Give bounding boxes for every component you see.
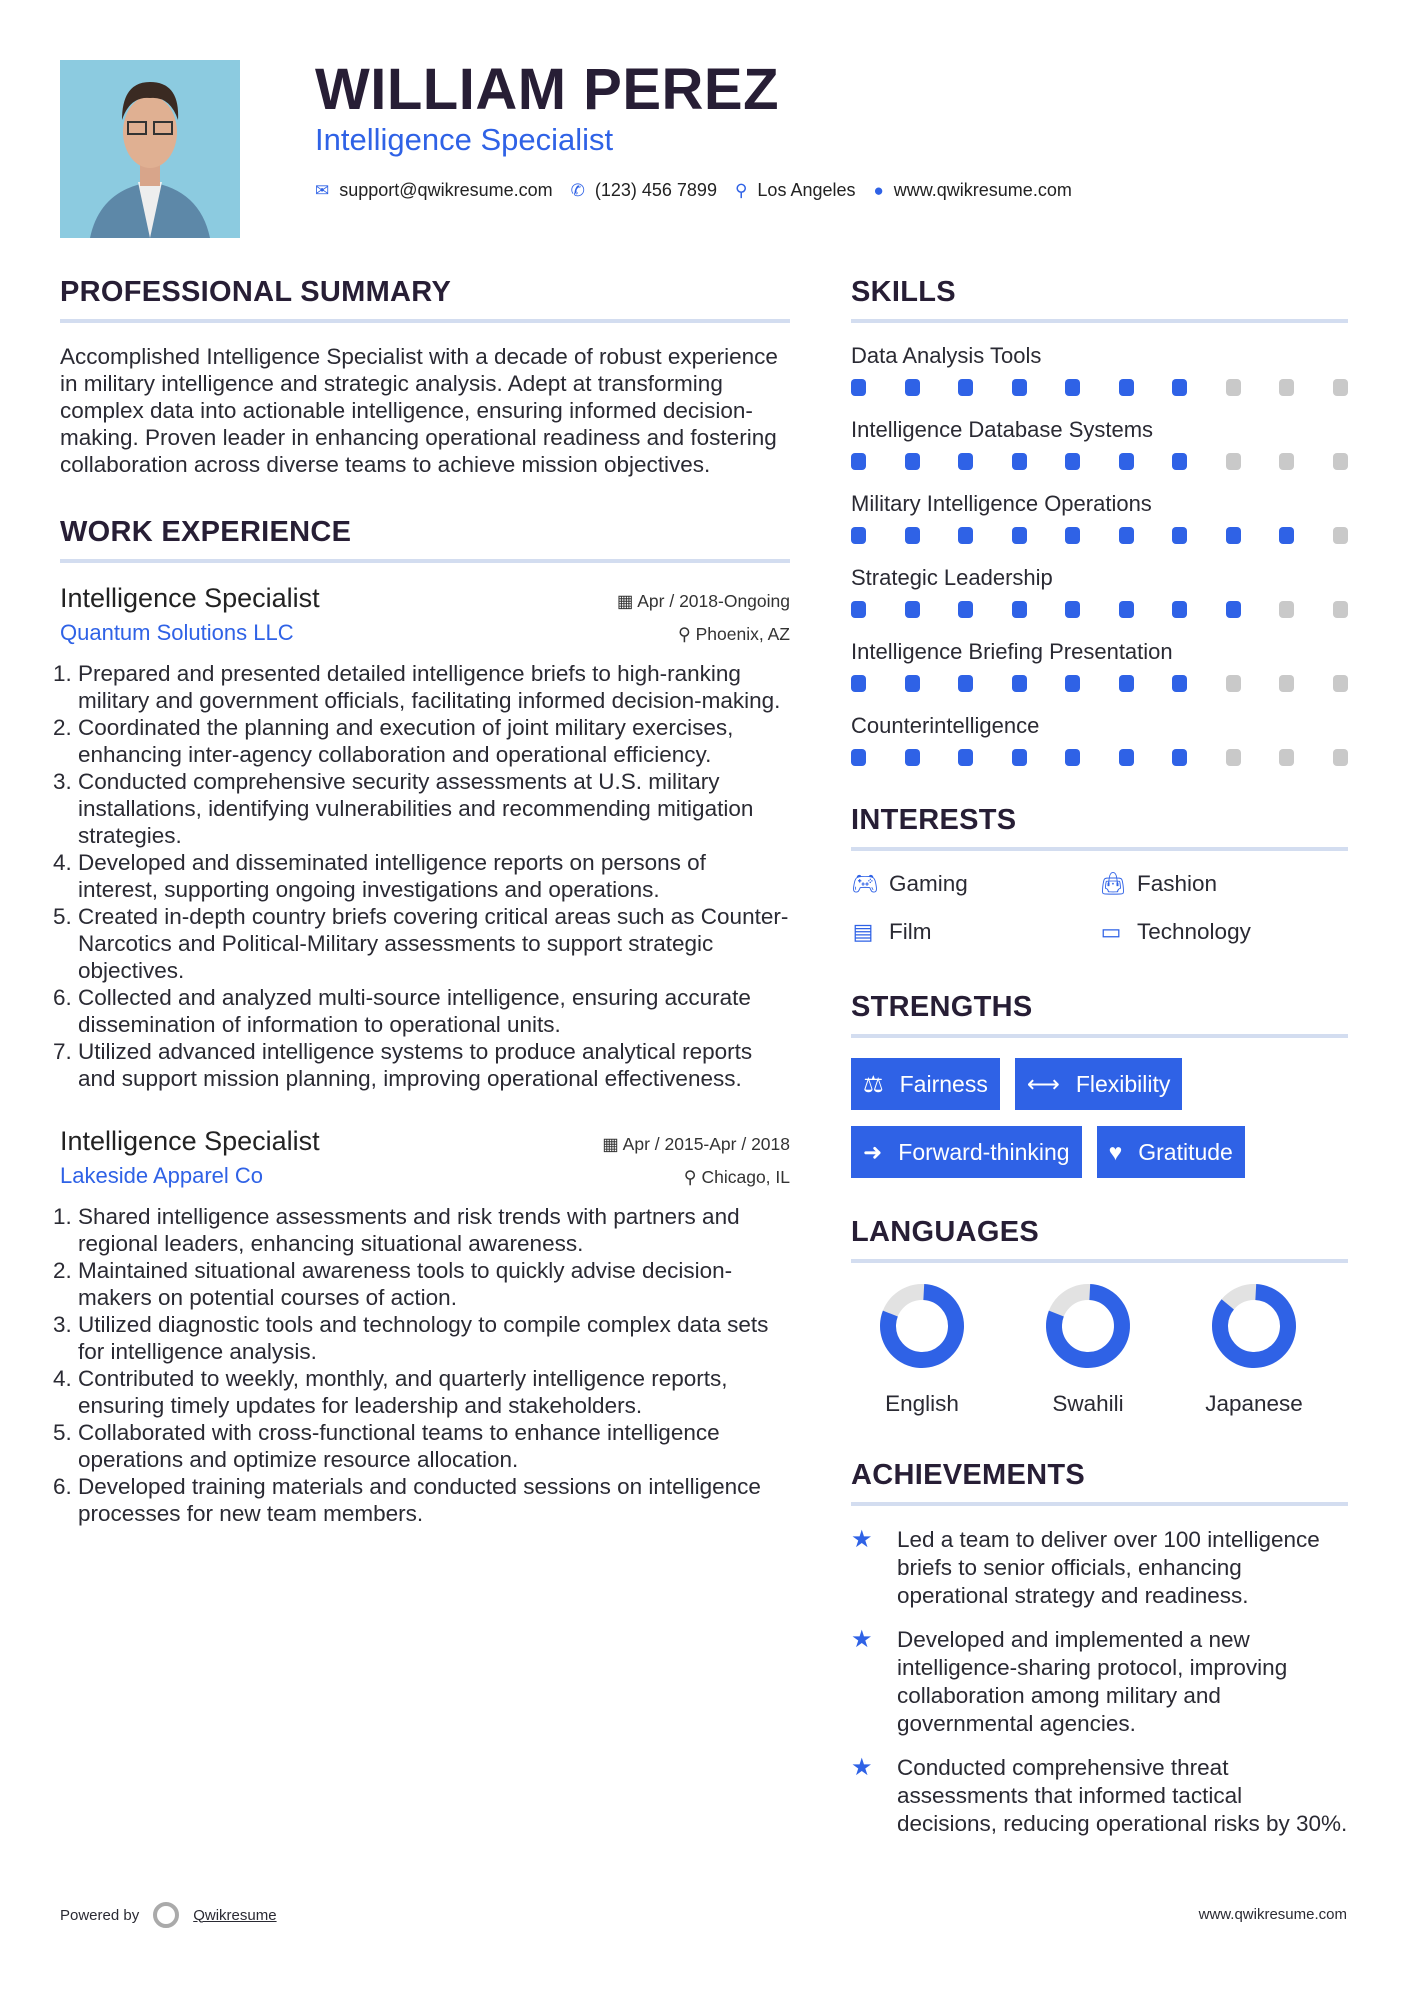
interests-heading: INTERESTS <box>851 804 1348 851</box>
rating-dot-filled <box>1119 453 1134 470</box>
candidate-name: WILLIAM PEREZ <box>315 57 780 122</box>
job-dates <box>602 1134 790 1155</box>
achievement-item <box>851 1626 1348 1738</box>
skill-item <box>851 491 1348 544</box>
rating-dot-filled <box>1012 601 1027 618</box>
job-bullet: 1. Shared intelligence assessments and risk trends with partners and regional leaders, enhancing situational awareness. <box>78 1203 790 1257</box>
job-bullet: 6. Developed training materials and conducted sessions on intelligence processes for new team members. <box>78 1473 790 1527</box>
rating-dot-filled <box>1172 527 1187 544</box>
map-marker-icon: ⚲ <box>734 180 748 200</box>
interest-item <box>851 919 1099 945</box>
rating-dot-filled <box>1172 675 1187 692</box>
rating-dot-filled <box>1119 749 1134 766</box>
job-dates-text: Apr / 2015-Apr / 2018 <box>622 1134 790 1154</box>
language-name: English <box>885 1391 959 1416</box>
rating-dot-filled <box>958 749 973 766</box>
languages-heading: LANGUAGES <box>851 1216 1348 1263</box>
job-bullets <box>60 660 790 1092</box>
right-column <box>851 276 1348 1854</box>
skill-name: Counterintelligence <box>851 713 1040 738</box>
strength-tag <box>851 1126 1082 1178</box>
rating-dot-filled <box>1012 379 1027 396</box>
footer-website[interactable]: www.qwikresume.com <box>1198 1906 1347 1923</box>
rating-dot-empty <box>1279 601 1294 618</box>
arrows-h-icon: ⟷ <box>1026 1070 1060 1097</box>
skill-rating <box>851 675 1348 692</box>
job-bullet: 3. Utilized diagnostic tools and technology to compile complex data sets for intelligence analysis. <box>78 1311 790 1365</box>
skill-item <box>851 639 1348 692</box>
rating-dot-filled <box>851 675 866 692</box>
footer-powered-by <box>60 1902 277 1928</box>
rating-dot-empty <box>1279 675 1294 692</box>
phone-icon: ✆ <box>570 180 585 200</box>
job-bullet: 1. Prepared and presented detailed intelligence briefs to high-ranking military and government officials, facilitating informed decision-making. <box>78 660 790 714</box>
rating-dot-filled <box>1065 675 1080 692</box>
qwikresume-logo-icon <box>153 1902 179 1928</box>
rating-dot-empty <box>1226 675 1241 692</box>
job-header <box>60 1126 790 1157</box>
achievements-heading: ACHIEVEMENTS <box>851 1459 1348 1506</box>
job-location-text: Chicago, IL <box>701 1167 790 1187</box>
envelope-icon: ✉ <box>315 180 330 200</box>
rating-dot-filled <box>1012 453 1027 470</box>
film-icon: ▤ <box>852 919 874 944</box>
job-bullet: 2. Coordinated the planning and execution of joint military exercises, enhancing inter-agency collaboration and operational efficiency. <box>78 714 790 768</box>
rating-dot-filled <box>1065 749 1080 766</box>
email[interactable]: support@qwikresume.com <box>339 180 553 200</box>
experience-heading: WORK EXPERIENCE <box>60 516 790 563</box>
rating-dot-filled <box>1279 527 1294 544</box>
rating-dot-filled <box>958 527 973 544</box>
pushpin-icon: ⚲ <box>677 624 696 644</box>
heart-icon: ♥ <box>1108 1138 1123 1165</box>
skill-rating <box>851 527 1348 544</box>
rating-dot-filled <box>851 527 866 544</box>
rating-dot-filled <box>1065 527 1080 544</box>
rating-dot-filled <box>1012 749 1027 766</box>
balance-scale-icon: ⚖ <box>863 1070 884 1097</box>
contact-row <box>315 180 1072 201</box>
skill-item <box>851 713 1348 766</box>
rating-dot-filled <box>905 453 920 470</box>
language-donut <box>879 1283 965 1369</box>
rating-dot-empty <box>1333 749 1348 766</box>
rating-dot-filled <box>958 601 973 618</box>
arrow-right-icon: ➜ <box>863 1138 883 1165</box>
language-item <box>1029 1283 1147 1417</box>
star-icon: ★ <box>851 1754 873 1781</box>
strength-label: Fairness <box>899 1070 988 1097</box>
rating-dot-filled <box>1226 601 1241 618</box>
skill-name: Data Analysis Tools <box>851 343 1042 368</box>
laptop-icon: ▭ <box>1100 919 1122 944</box>
language-item <box>863 1283 981 1417</box>
interest-item <box>851 871 1099 897</box>
skills-heading: SKILLS <box>851 276 1348 323</box>
achievement-item <box>851 1526 1348 1610</box>
language-name: Japanese <box>1205 1391 1303 1416</box>
rating-dot-filled <box>905 749 920 766</box>
rating-dot-empty <box>1279 379 1294 396</box>
job-bullet: 5. Collaborated with cross-functional teams to enhance intelligence operations and optimize resource allocation. <box>78 1419 790 1473</box>
rating-dot-filled <box>1065 601 1080 618</box>
job-bullet: 6. Collected and analyzed multi-source intelligence, ensuring accurate dissemination of information to operational units. <box>78 984 790 1038</box>
skill-item <box>851 417 1348 470</box>
rating-dot-filled <box>1172 453 1187 470</box>
job-bullet: 4. Contributed to weekly, monthly, and quarterly intelligence reports, ensuring timely updates for leadership and stakeholders. <box>78 1365 790 1419</box>
job-bullet: 3. Conducted comprehensive security assessments at U.S. military installations, identifying vulnerabilities and recommending mitigation strategies. <box>78 768 790 849</box>
rating-dot-filled <box>1119 675 1134 692</box>
profile-photo <box>60 60 240 238</box>
company-name[interactable]: Lakeside Apparel Co <box>60 1163 264 1188</box>
rating-dot-empty <box>1226 453 1241 470</box>
strength-label: Flexibility <box>1075 1070 1171 1097</box>
job-header <box>60 583 790 614</box>
achievement-text: Led a team to deliver over 100 intelligence briefs to senior officials, enhancing operational strategy and readiness. <box>897 1527 1320 1608</box>
rating-dot-filled <box>1172 601 1187 618</box>
rating-dot-empty <box>1333 601 1348 618</box>
achievement-item <box>851 1754 1348 1838</box>
star-icon: ★ <box>851 1526 873 1553</box>
job-bullets <box>60 1203 790 1527</box>
job-location <box>684 1167 790 1188</box>
rating-dot-filled <box>1012 527 1027 544</box>
rating-dot-filled <box>905 527 920 544</box>
job-subheader <box>60 1163 790 1189</box>
interest-label: Film <box>889 919 932 944</box>
globe-icon: ● <box>873 180 884 200</box>
brand-link[interactable]: Qwikresume <box>193 1906 277 1924</box>
rating-dot-filled <box>958 453 973 470</box>
skill-name: Intelligence Briefing Presentation <box>851 639 1173 664</box>
rating-dot-empty <box>1226 749 1241 766</box>
gamepad-icon: 🎮︎ <box>851 871 879 896</box>
skill-item <box>851 343 1348 396</box>
location: Los Angeles <box>757 180 856 200</box>
rating-dot-empty <box>1279 453 1294 470</box>
job-dates <box>617 591 790 612</box>
skill-rating <box>851 453 1348 470</box>
rating-dot-empty <box>1333 379 1348 396</box>
job-title: Intelligence Specialist <box>60 1126 320 1156</box>
job-entry <box>60 583 790 1092</box>
strength-tag <box>1015 1058 1183 1110</box>
job-location <box>678 624 790 645</box>
interest-item <box>1099 919 1347 945</box>
job-bullet: 4. Developed and disseminated intelligence reports on persons of interest, supporting ongoing investigations and operations. <box>78 849 790 903</box>
rating-dot-filled <box>1119 379 1134 396</box>
achievement-text: Developed and implemented a new intelligence-sharing protocol, improving collaboration among military and governmental agencies. <box>897 1627 1288 1736</box>
phone: (123) 456 7899 <box>594 180 717 200</box>
skill-rating <box>851 379 1348 396</box>
summary-heading: PROFESSIONAL SUMMARY <box>60 276 790 323</box>
rating-dot-empty <box>1333 527 1348 544</box>
job-bullet: 2. Maintained situational awareness tools to quickly advise decision-makers on potential courses of action. <box>78 1257 790 1311</box>
pushpin-icon: ⚲ <box>683 1167 702 1187</box>
strength-tag <box>1097 1126 1245 1178</box>
shopping-bag-icon: 👜︎ <box>1099 871 1127 896</box>
candidate-title: Intelligence Specialist <box>315 122 614 157</box>
language-name: Swahili <box>1052 1391 1124 1416</box>
rating-dot-filled <box>851 379 866 396</box>
interest-label: Fashion <box>1137 871 1218 896</box>
job-dates-text: Apr / 2018-Ongoing <box>637 591 790 611</box>
rating-dot-filled <box>905 601 920 618</box>
company-name[interactable]: Quantum Solutions LLC <box>60 620 294 645</box>
rating-dot-filled <box>905 675 920 692</box>
job-title: Intelligence Specialist <box>60 583 320 613</box>
rating-dot-empty <box>1333 675 1348 692</box>
job-bullet: 7. Utilized advanced intelligence systems to produce analytical reports and support mission planning, improving operational effectiveness. <box>78 1038 790 1092</box>
job-entry <box>60 1126 790 1527</box>
skill-name: Military Intelligence Operations <box>851 491 1152 516</box>
rating-dot-filled <box>1012 675 1027 692</box>
rating-dot-empty <box>1226 379 1241 396</box>
rating-dot-filled <box>1065 379 1080 396</box>
calendar-icon: ▦ <box>616 591 638 611</box>
skill-name: Strategic Leadership <box>851 565 1053 590</box>
interest-label: Gaming <box>889 871 968 896</box>
rating-dot-filled <box>958 675 973 692</box>
job-bullet: 5. Created in-depth country briefs covering critical areas such as Counter-Narcotics and Political-Military assessments to support strategic objectives. <box>78 903 790 984</box>
interest-label: Technology <box>1137 919 1251 944</box>
star-icon: ★ <box>851 1626 873 1653</box>
skill-item <box>851 565 1348 618</box>
rating-dot-filled <box>1065 453 1080 470</box>
rating-dot-filled <box>851 601 866 618</box>
job-subheader <box>60 620 790 646</box>
rating-dot-filled <box>1119 601 1134 618</box>
rating-dot-filled <box>1119 527 1134 544</box>
powered-by-label: Powered by <box>60 1906 140 1924</box>
rating-dot-filled <box>905 379 920 396</box>
achievement-text: Conducted comprehensive threat assessments that informed tactical decisions, reducing operational risks by 30%. <box>897 1755 1348 1836</box>
rating-dot-empty <box>1279 749 1294 766</box>
skill-name: Intelligence Database Systems <box>851 417 1154 442</box>
job-location-text: Phoenix, AZ <box>695 624 790 644</box>
skill-rating <box>851 749 1348 766</box>
language-item <box>1195 1283 1313 1417</box>
strength-tag <box>851 1058 1000 1110</box>
rating-dot-filled <box>1172 379 1187 396</box>
calendar-icon: ▦ <box>602 1134 623 1154</box>
language-donut <box>1045 1283 1131 1369</box>
rating-dot-filled <box>958 379 973 396</box>
strength-label: Gratitude <box>1138 1138 1233 1165</box>
strengths-heading: STRENGTHS <box>851 991 1348 1038</box>
rating-dot-filled <box>1172 749 1187 766</box>
skill-rating <box>851 601 1348 618</box>
website[interactable]: www.qwikresume.com <box>893 180 1072 200</box>
language-donut <box>1211 1283 1297 1369</box>
strength-label: Forward-thinking <box>898 1138 1070 1165</box>
rating-dot-filled <box>851 749 866 766</box>
rating-dot-filled <box>851 453 866 470</box>
summary-text: Accomplished Intelligence Specialist with a decade of robust experience in military intelligence and strategic analysis. Adept at transforming complex data into actionable intelligence, ensuring informed decision-making. Proven leader in enhancing operational readiness and fostering collaboration across diverse teams to achieve mission objectives. <box>60 344 778 477</box>
rating-dot-filled <box>1226 527 1241 544</box>
interest-item <box>1099 871 1347 897</box>
left-column <box>60 276 790 1561</box>
rating-dot-empty <box>1333 453 1348 470</box>
